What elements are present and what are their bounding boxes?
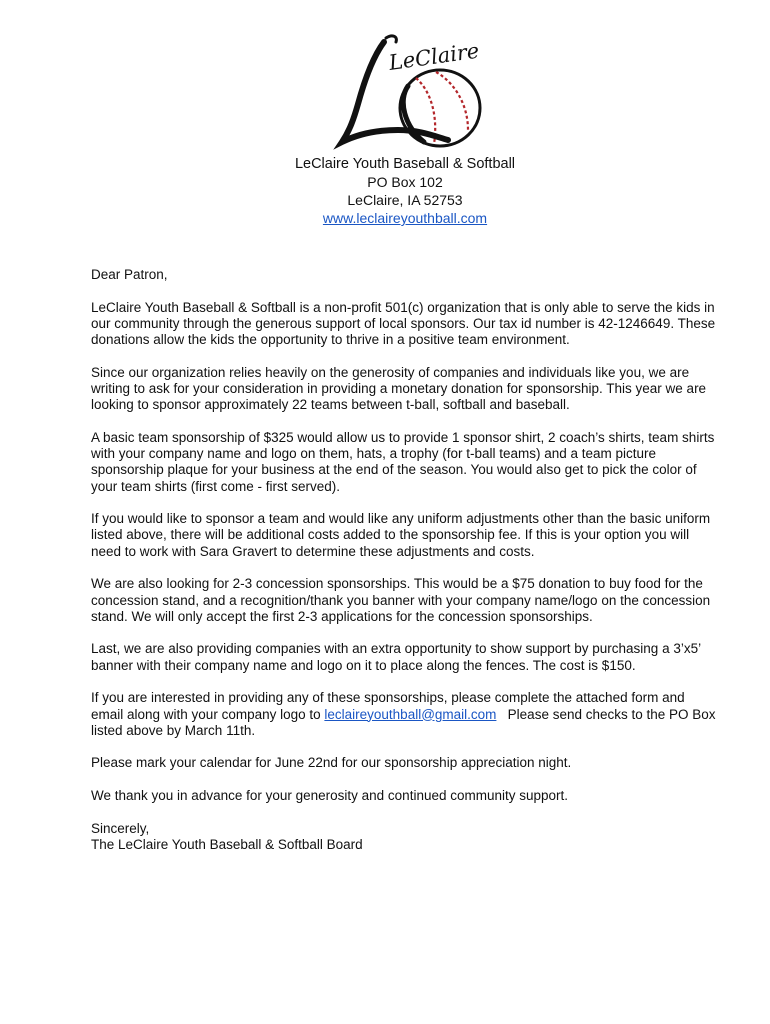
paragraph-thanks: We thank you in advance for your generosity and continued community support. [91, 788, 569, 804]
paragraph-uniform-adjustments: If you would like to sponsor a team and would like any uniform adjustments other than the basic uniform listed above, there will be additional costs added to the sponsorship fee. If this is your option you will need to work with Sara Gravert to determine these adjustments and costs. [91, 511, 711, 559]
logo-brand-text: LeClaire [387, 38, 481, 75]
letterhead [0, 155, 770, 227]
website-link[interactable]: www.leclaireyouthball.com [322, 210, 488, 226]
org-name: LeClaire Youth Baseball & Softball [294, 156, 516, 172]
po-box: PO Box 102 [367, 174, 443, 190]
paragraph-appreciation-night: Please mark your calendar for June 22nd for our sponsorship appreciation night. [91, 755, 572, 771]
instructions-text-after: Please send checks to the PO Box listed above by March 11th. [91, 706, 720, 738]
leclaire-logo [328, 30, 488, 158]
closing: Sincerely, [91, 820, 150, 836]
signature: The LeClaire Youth Baseball & Softball Board [91, 837, 363, 853]
instructions-text-before: If you are interested in providing any of these sponsorships, please complete the attached form and email along with your company logo to [91, 690, 685, 722]
salutation: Dear Patron, [91, 267, 168, 282]
leclaire-logo-graphic [328, 30, 488, 158]
paragraph-team-sponsorship: A basic team sponsorship of $325 would allow us to provide 1 sponsor shirt, 2 coach’s shirts, team shirts with your company name and logo on them, hats, a trophy (for t-ball teams) and a team picture sponsorship plaque for your business at the end of the season. You would also get to pick the color of your team shirts (first come - first served). [91, 429, 715, 494]
paragraph-intro: LeClaire Youth Baseball & Softball is a non-profit 501(c) organization that is only able to serve the kids in our community through the generous support of local sponsors. Our tax id number is 42-1246649. These donations allow the kids the opportunity to thrive in a positive team environment. [91, 299, 716, 348]
paragraph-banner: Last, we are also providing companies with an extra opportunity to show support by purchasing a 3’x5’ banner with their company name and logo on it to place along the fences. The cost is $150. [91, 641, 701, 673]
paragraph-instructions [91, 690, 720, 739]
email-link[interactable]: leclaireyouthball@gmail.com [324, 706, 497, 722]
paragraph-concession: We are also looking for 2-3 concession sponsorships. This would be a $75 donation to buy food for the concession stand, and a recognition/thank you banner with your company name/logo on the concession stand. We will only accept the first 2-3 applications for the concession sponsorships. [91, 576, 711, 624]
paragraph-request: Since our organization relies heavily on the generosity of companies and individuals like you, we are writing to ask for your consideration in providing a monetary donation for sponsorship. This year we are looking to sponsor approximately 22 teams between t-ball, softball and baseball. [91, 364, 707, 413]
letter-body [91, 267, 720, 853]
city-state-zip: LeClaire, IA 52753 [347, 192, 463, 208]
